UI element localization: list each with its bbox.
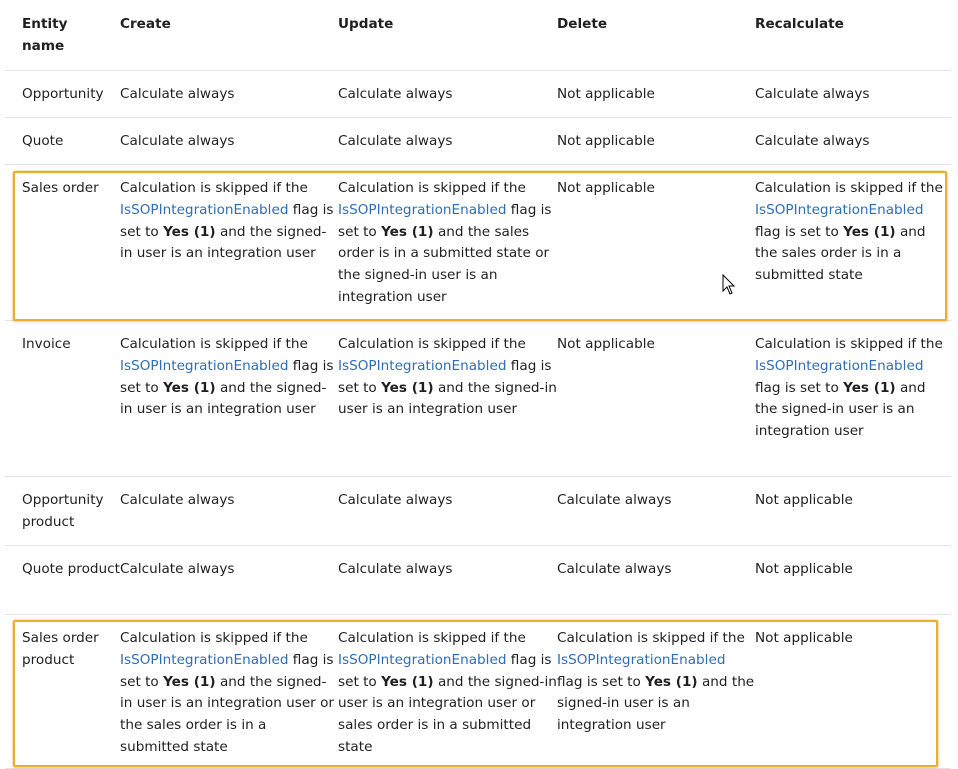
cell-text: Calculation is skipped if the <box>338 630 526 646</box>
table-row <box>5 546 951 615</box>
cell-text: and the signed-in user is an integration user <box>557 673 755 734</box>
cell-text: Calculation is skipped if the <box>755 336 943 352</box>
cell-text: flag is set to <box>755 223 839 240</box>
cell-update <box>338 615 557 769</box>
yes-value: Yes (1) <box>645 673 698 690</box>
cell-update: Calculate always <box>338 492 453 508</box>
flag-link[interactable]: IsSOPIntegrationEnabled <box>557 651 726 668</box>
table-row <box>5 321 951 477</box>
cell-update <box>338 165 557 321</box>
cell-text: and the signed-in user is an integration user or the sales order is in a submitted state <box>120 673 335 755</box>
cell-recalculate: Not applicable <box>755 630 853 646</box>
yes-value: Yes (1) <box>163 223 216 240</box>
cell-text: and the signed-in user is an integration user <box>755 379 926 440</box>
yes-value: Yes (1) <box>843 379 896 396</box>
cell-create <box>120 615 338 769</box>
yes-value: Yes (1) <box>381 223 434 240</box>
yes-value: Yes (1) <box>163 673 216 690</box>
cell-create: Calculate always <box>120 86 235 102</box>
cell-text: and the sales order is in a submitted state or the signed-in user is an integration user <box>338 223 550 305</box>
cell-recalculate: Not applicable <box>755 561 853 577</box>
yes-value: Yes (1) <box>381 379 434 396</box>
entity-name-cell: Invoice <box>22 336 71 352</box>
flag-link[interactable]: IsSOPIntegrationEnabled <box>755 357 924 374</box>
header-update: Update <box>338 16 394 32</box>
cell-delete: Not applicable <box>557 86 655 102</box>
header-entity-name: Entity name <box>22 16 68 54</box>
cell-delete: Calculate always <box>557 561 672 577</box>
cell-delete: Not applicable <box>557 180 655 196</box>
cell-recalculate <box>755 165 951 321</box>
cell-text: and the signed-in user is an integration user <box>338 379 557 418</box>
cell-delete: Calculate always <box>557 492 672 508</box>
yes-value: Yes (1) <box>381 673 434 690</box>
header-row <box>5 0 951 71</box>
cell-text: Calculation is skipped if the <box>557 630 745 646</box>
cell-text: flag is set to <box>338 357 552 396</box>
cell-text: and the signed-in user is an integration user <box>120 223 327 262</box>
cell-text: and the signed-in user is an integration user or sales order is in a submitted state <box>338 673 557 755</box>
cell-delete: Not applicable <box>557 133 655 149</box>
cell-create: Calculate always <box>120 561 235 577</box>
flag-link[interactable]: IsSOPIntegrationEnabled <box>755 201 924 218</box>
cell-create: Calculate always <box>120 133 235 149</box>
entity-name-cell: Opportunity product <box>22 492 104 530</box>
cell-text: flag is set to <box>338 651 552 690</box>
header-create: Create <box>120 16 171 32</box>
flag-link[interactable]: IsSOPIntegrationEnabled <box>120 357 289 374</box>
cell-text: flag is set to <box>120 357 334 396</box>
yes-value: Yes (1) <box>163 379 216 396</box>
entity-name-cell: Sales order product <box>22 630 99 668</box>
table-row <box>5 71 951 118</box>
table-row <box>5 165 951 321</box>
flag-link[interactable]: IsSOPIntegrationEnabled <box>338 357 507 374</box>
cell-text: flag is set to <box>120 651 334 690</box>
cell-text: flag is set to <box>557 673 641 690</box>
cell-text: Calculation is skipped if the <box>120 630 308 646</box>
flag-link[interactable]: IsSOPIntegrationEnabled <box>338 651 507 668</box>
cell-create: Calculate always <box>120 492 235 508</box>
entity-name-cell: Sales order <box>22 180 99 196</box>
header-recalculate: Recalculate <box>755 16 844 32</box>
cell-text: and the sales order is in a submitted state <box>755 223 926 284</box>
cell-text: Calculation is skipped if the <box>755 180 943 196</box>
entity-name-cell: Opportunity <box>22 86 104 102</box>
cell-update: Calculate always <box>338 86 453 102</box>
cell-text: Calculation is skipped if the <box>338 336 526 352</box>
table-row <box>5 477 951 546</box>
cell-recalculate: Calculate always <box>755 86 870 102</box>
cell-delete: Not applicable <box>557 336 655 352</box>
cell-update: Calculate always <box>338 561 453 577</box>
cell-text: flag is set to <box>338 201 552 240</box>
entity-name-cell: Quote <box>22 133 64 149</box>
flag-link[interactable]: IsSOPIntegrationEnabled <box>120 201 289 218</box>
cell-update: Calculate always <box>338 133 453 149</box>
calculation-rules-table <box>5 0 951 769</box>
cell-create <box>120 321 338 477</box>
table-row <box>5 118 951 165</box>
yes-value: Yes (1) <box>843 223 896 240</box>
cell-text: Calculation is skipped if the <box>338 180 526 196</box>
cell-recalculate <box>755 321 951 477</box>
entity-name-cell: Quote product <box>22 561 120 577</box>
cell-recalculate: Not applicable <box>755 492 853 508</box>
header-delete: Delete <box>557 16 608 32</box>
flag-link[interactable]: IsSOPIntegrationEnabled <box>120 651 289 668</box>
cell-text: flag is set to <box>755 379 839 396</box>
table-row <box>5 615 951 769</box>
cell-text: and the signed-in user is an integration user <box>120 379 327 418</box>
cell-delete <box>557 615 755 769</box>
flag-link[interactable]: IsSOPIntegrationEnabled <box>338 201 507 218</box>
cell-recalculate: Calculate always <box>755 133 870 149</box>
cell-text: Calculation is skipped if the <box>120 336 308 352</box>
cell-create <box>120 165 338 321</box>
cell-text: Calculation is skipped if the <box>120 180 308 196</box>
cell-text: flag is set to <box>120 201 334 240</box>
cell-update <box>338 321 557 477</box>
mouse-cursor-icon <box>722 274 736 296</box>
